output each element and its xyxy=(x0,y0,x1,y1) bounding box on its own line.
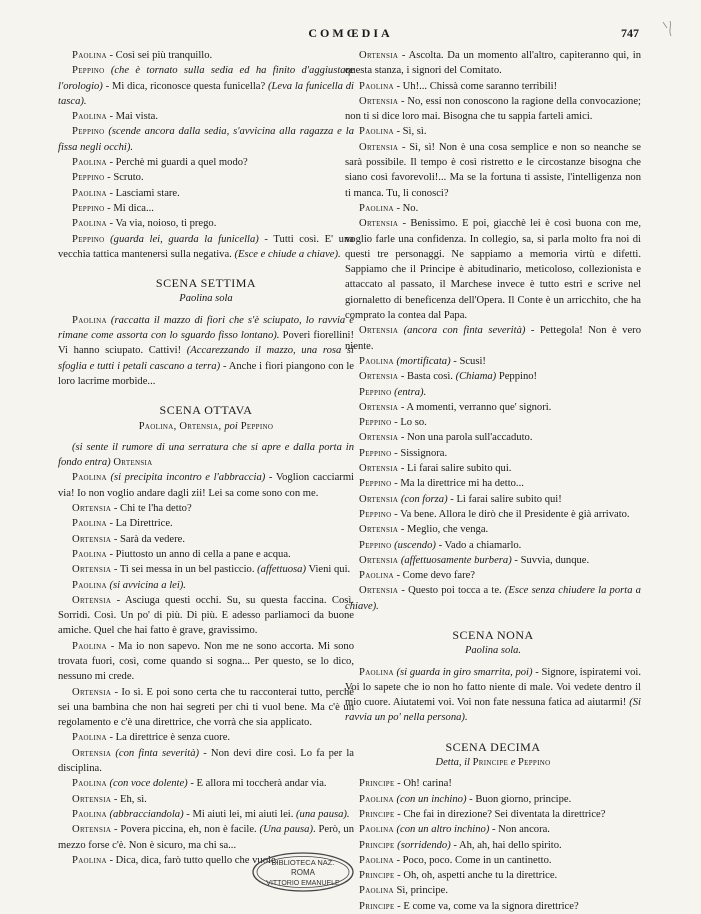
dialogue-line xyxy=(345,807,641,822)
dialogue-line xyxy=(345,94,641,125)
dialogue-text: - Lo so. xyxy=(391,417,427,429)
scene-title: SCENA NONA xyxy=(452,627,534,642)
speaker-name: Paolina xyxy=(72,472,107,484)
dialogue-line xyxy=(58,201,354,216)
speaker-name: Peppino xyxy=(359,447,392,459)
dialogue-line xyxy=(58,155,354,170)
dialogue-text: - Anche i fiori piangono con le loro lacrime morbide... xyxy=(58,360,355,387)
dialogue-line xyxy=(345,665,641,726)
dialogue-text: - Uh!... Chissà come saranno terribili! xyxy=(393,80,558,92)
dialogue-line xyxy=(58,109,354,124)
dialogue-text: - Piuttosto un anno di cella a pane e acqua. xyxy=(106,548,291,560)
speaker-name: Ortensia xyxy=(359,50,399,61)
dialogue-text: - Questo poi tocca a te. xyxy=(398,585,505,597)
speaker-name: Paolina xyxy=(72,50,107,61)
dialogue-text: - No. xyxy=(393,202,419,214)
dialogue-line xyxy=(345,899,641,914)
speaker-name: Paolina xyxy=(359,355,394,367)
speaker-name: Ortensia xyxy=(72,793,112,805)
dialogue-text: - Sissignora. xyxy=(391,447,448,459)
speaker-name: Paolina xyxy=(72,579,107,591)
speaker-name: Paolina xyxy=(72,518,107,530)
speaker-name: Principe xyxy=(359,839,395,851)
dialogue-text: - Sarà da vedere. xyxy=(111,533,186,545)
stage-direction: (affettuosamente burbera) xyxy=(398,554,512,566)
stage-direction: (guarda lei, guarda la funicella) xyxy=(104,233,259,245)
dialogue-text: - Voglion cacciarmi via! Io non voglio andare dagli zii! Lei sa come sono con me. xyxy=(58,472,354,499)
dialogue-text: - Signore, ispiratemi voi. Voi lo sapete che io non ho fatto niente di male. Voi vedete dentro il mio cuore. Aiutatemi voi. Voi non fate nessuna fatica ad aiutarmi! xyxy=(345,666,641,709)
stage-direction: (mortificata) xyxy=(393,355,451,367)
speaker-name: Ortensia xyxy=(359,463,399,475)
dialogue-line xyxy=(345,48,641,79)
dialogue-text: - Sì, sì. xyxy=(393,126,427,138)
stage-direction: (sorridendo) xyxy=(394,839,451,851)
speaker-name: Peppino xyxy=(72,126,105,138)
speaker-name: Peppino xyxy=(72,172,105,184)
stage-direction: (Chiama) xyxy=(455,371,497,383)
speaker-name: Ortensia xyxy=(359,371,399,383)
dialogue-line xyxy=(345,507,641,522)
dialogue-line xyxy=(345,369,641,384)
dialogue-line xyxy=(58,216,354,231)
scene-title: SCENA OTTAVA xyxy=(159,403,253,418)
speaker-name: Paolina xyxy=(359,570,394,582)
dialogue-line xyxy=(345,476,641,491)
dialogue-line xyxy=(58,792,354,807)
dialogue-line xyxy=(345,883,641,898)
dialogue-line xyxy=(58,440,354,471)
speaker-name: Ortensia xyxy=(72,533,112,545)
stage-direction: (si sente il rumore di una serratura che si apre e dalla porta in fondo entra) xyxy=(58,441,354,469)
speaker-name: Paolina xyxy=(359,793,394,805)
dialogue-line xyxy=(345,492,641,507)
dialogue-text: - Va bene. Allora le dirò che il Presidente è già arrivato. xyxy=(391,508,630,520)
stage-direction: (raccatta il mazzo di fiori che s'è sciupato, lo ravvia e rimane come assorta con lo sguardo fisso lontano). xyxy=(58,314,354,342)
speaker-name: Ortensia xyxy=(359,554,399,566)
dialogue-text: - Scruto. xyxy=(104,172,144,184)
cast-part: Detta, il xyxy=(435,757,473,769)
dialogue-text: - Così sei più tranquillo. xyxy=(106,50,213,61)
stage-direction: (abbracciandola) xyxy=(106,808,184,820)
dialogue-text: - Io sì. E poi sono certa che tu racconterai tutto, perchè sei una bambina che non hai segreti per chi ti vuol bene. Ma c'è un regolamento e c'è una direttrice, che vorrà che sia applicato. xyxy=(58,686,354,729)
dialogue-text: Poveri fiorellini! Vi hanno sciupato. Cattivi! xyxy=(58,330,355,357)
dialogue-line xyxy=(58,547,354,562)
library-stamp-seal xyxy=(248,850,358,894)
cast-part: poi xyxy=(224,420,238,432)
dialogue-line xyxy=(58,186,354,201)
stage-direction: (Si ravvia un po' nella persona). xyxy=(345,697,641,724)
stage-direction: (si guarda in giro smarrita, poi) xyxy=(393,666,533,678)
dialogue-line xyxy=(345,822,641,837)
dialogue-line xyxy=(345,385,641,400)
dialogue-line xyxy=(345,868,641,883)
speaker-name: Peppino xyxy=(72,65,105,77)
dialogue-text: - Suvvia, dunque. xyxy=(511,554,590,566)
dialogue-text: - Mi dica... xyxy=(104,202,154,214)
speaker-name: Peppino xyxy=(359,417,392,429)
speaker-name: Ortensia xyxy=(359,218,399,230)
dialogue-text: - Come devo fare? xyxy=(393,570,476,582)
dialogue-line xyxy=(345,79,641,94)
speaker-name: Ortensia xyxy=(72,594,112,606)
stage-direction: (affettuosa) xyxy=(257,564,306,576)
dialogue-line xyxy=(58,746,354,777)
speaker-name: Ortensia xyxy=(359,493,399,505)
speaker-name: Paolina xyxy=(72,187,107,199)
dialogue-text: - Ma io non sapevo. Non me ne sono accorta. Mi sono trovata fuori, così, come quando si sogna... Per questo, se lo dico, nessuno mi crede. xyxy=(58,640,354,683)
dialogue-line xyxy=(345,140,641,201)
stage-direction: (Una pausa) xyxy=(259,824,314,836)
speaker-name: Ortensia xyxy=(72,564,112,576)
dialogue-text: - Poco, poco. Come in un cantinetto. xyxy=(393,854,552,866)
stage-direction: (con un inchino) xyxy=(393,793,467,805)
dialogue-line xyxy=(345,323,641,354)
speaker-name: Paolina xyxy=(72,808,107,820)
stage-direction: (si avvicina a lei). xyxy=(106,579,186,591)
dialogue-text: - Sì, sì! Non è una cosa semplice e non so neanche se sarà possibile. Il tempo è così ristretto e le circostanze bisogna che siano così favorevoli!... Ma se la fortuna ti assiste, l'intelligenza non ti manca. Tu, li conosci? xyxy=(345,141,641,199)
dialogue-line xyxy=(345,838,641,853)
dialogue-line xyxy=(58,516,354,531)
dialogue-text: - No, essi non conoscono la ragione della convocazione; non ti si dice loro mai. Bisogna che tu sappia farteli amici. xyxy=(345,95,641,123)
stage-direction: (con voce dolente) xyxy=(106,778,188,790)
speaker-name: Ortensia xyxy=(72,686,112,698)
dialogue-line xyxy=(58,63,354,109)
dialogue-text: - Buon giorno, principe. xyxy=(466,793,572,805)
stamp-line-3: VITTORIO EMANUELE xyxy=(266,880,340,887)
speaker-name: Paolina xyxy=(72,732,107,744)
dialogue-text: - La Direttrice. xyxy=(106,518,173,530)
dialogue-line xyxy=(58,470,354,501)
speaker-name: Principe xyxy=(359,900,395,912)
cast-part: Principe xyxy=(472,757,509,769)
dialogue-text: - E come va, come va la signora direttrice? xyxy=(394,900,579,912)
dialogue-line xyxy=(345,415,641,430)
dialogue-line xyxy=(58,562,354,577)
dialogue-line xyxy=(58,578,354,593)
dialogue-line xyxy=(58,532,354,547)
stage-direction: (Esce e chiude a chiave). xyxy=(234,248,341,260)
stage-direction: (entra). xyxy=(391,386,427,398)
speaker-name: Ortensia xyxy=(359,325,399,337)
dialogue-text: - Ti sei messa in un bel pasticcio. xyxy=(111,564,258,576)
speaker-name: Paolina xyxy=(359,854,394,866)
speaker-name: Paolina xyxy=(72,778,107,790)
dialogue-text: - Povera piccina, eh, non è facile. xyxy=(111,824,260,836)
speaker-name: Peppino xyxy=(359,508,392,520)
cast-part: e xyxy=(508,757,518,769)
dialogue-line xyxy=(58,639,354,685)
dialogue-text: - Meglio, che venga. xyxy=(398,524,489,536)
scene-cast xyxy=(58,419,354,434)
speaker-name: Paolina xyxy=(72,218,107,230)
speaker-name: Paolina xyxy=(72,640,107,652)
speaker-name: Ortensia xyxy=(359,141,399,153)
speaker-name: Ortensia xyxy=(359,95,399,107)
dialogue-line xyxy=(58,593,354,639)
speaker-name: Paolina xyxy=(359,202,394,214)
stage-direction: (con finta severità) xyxy=(111,747,200,759)
speaker-name: Ortensia xyxy=(72,503,112,515)
speaker-name: Ortensia xyxy=(359,524,399,536)
left-column xyxy=(58,48,354,868)
dialogue-line xyxy=(58,170,354,185)
dialogue-text: - Pettegola! Non è vero niente. xyxy=(345,325,641,352)
stage-direction: (Accarezzando il mazzo, una rosa si sfoglia e tutti i petali cascano a terra) xyxy=(58,345,354,372)
cast-part: Paolina sola. xyxy=(464,645,521,657)
dialogue-text: - Chi te l'ha detto? xyxy=(111,503,192,515)
dialogue-text: - Non una parola sull'accaduto. xyxy=(398,432,533,444)
dialogue-text: - Perchè mi guardi a quel modo? xyxy=(106,157,248,169)
dialogue-text: Sì, principe. xyxy=(393,885,448,897)
pencil-mark-icon xyxy=(658,18,680,44)
speaker-name: Ortensia xyxy=(113,457,153,469)
dialogue-line xyxy=(345,776,641,791)
library-stamp xyxy=(248,850,358,894)
dialogue-text: - Tutti così. E' una vecchia tattica mantenersi sulla negativa. xyxy=(58,233,354,260)
speaker-name: Paolina xyxy=(359,80,394,92)
speaker-name: Paolina xyxy=(359,824,394,836)
speaker-name: Principe xyxy=(359,870,395,882)
dialogue-line xyxy=(58,776,354,791)
dialogue-text: - Ah, ah, hai dello spirito. xyxy=(450,839,562,851)
cast-part: Paolina sola xyxy=(179,293,233,305)
dialogue-line xyxy=(58,685,354,731)
dialogue-text: - Basta così. xyxy=(398,371,456,383)
dialogue-text: - Va via, noioso, ti prego. xyxy=(106,218,217,230)
dialogue-text: - Non ancora. xyxy=(489,824,550,836)
speaker-name: Ortensia xyxy=(359,432,399,444)
stamp-line-2: ROMA xyxy=(291,868,315,877)
stage-direction: (si precipita incontro e l'abbraccia) xyxy=(106,472,266,484)
speaker-name: Principe xyxy=(359,778,395,790)
dialogue-text: Vieni qui. xyxy=(305,564,351,576)
speaker-name: Paolina xyxy=(72,548,107,560)
speaker-name: Paolina xyxy=(72,157,107,169)
stage-direction: (Leva la funicella di tasca). xyxy=(58,80,354,107)
dialogue-line xyxy=(345,853,641,868)
stage-direction: (ancora con finta severità) xyxy=(398,325,526,337)
dialogue-text: - Mi dica, riconosce questa funicella? xyxy=(102,80,268,92)
dialogue-line xyxy=(345,430,641,445)
dialogue-text: - Mi aiuti lei, mi aiuti lei. xyxy=(183,808,297,820)
dialogue-text: - Dica, dica, farò tutto quello che vuole. xyxy=(106,854,279,866)
dialogue-line xyxy=(345,522,641,537)
speaker-name: Ortensia xyxy=(359,585,399,597)
dialogue-line xyxy=(58,232,354,263)
dialogue-text: - Ma la direttrice mi ha detto... xyxy=(391,478,524,490)
dialogue-text: - Non devi dire così. Lo fa per la disciplina. xyxy=(58,747,354,775)
speaker-name: Peppino xyxy=(359,386,392,398)
dialogue-text: - Ascolta. Da un momento all'altro, capiteranno qui, in questa stanza, i signori del Comitato. xyxy=(345,50,641,77)
dialogue-text: - Eh, sì. xyxy=(111,793,147,805)
page-header xyxy=(0,26,701,44)
dialogue-text: - Benissimo. E poi, giacchè lei è così buona con me, voglio farle una confidenza. In collegio, sa, si parla molto fra noi di questi tre personaggi. Ne sappiamo a memoria virtù e difetti. Sappiamo che il Principe è abitudinario, meticoloso, collezionista e attaccato al passato, il Marchese invece è tutto estri e scrive nel giornaletto di beneficenza dell'Opera. Il Conte è un arricchito, che ha comprato la contea dal Papa. xyxy=(345,218,641,322)
dialogue-text: . Però, un mezzo forse c'è. Non è sicuro, ma chi sa... xyxy=(58,824,355,851)
dialogue-line xyxy=(58,48,354,63)
dialogue-line xyxy=(345,583,641,614)
dialogue-line xyxy=(58,822,354,853)
dialogue-line xyxy=(58,501,354,516)
stage-direction: (una pausa). xyxy=(296,808,350,820)
cast-part: Peppino xyxy=(237,420,274,432)
speaker-name: Peppino xyxy=(72,233,105,245)
dialogue-text: - Vado a chiamarlo. xyxy=(435,539,522,551)
scene-cast xyxy=(345,755,641,770)
speaker-name: Peppino xyxy=(359,478,392,490)
stamp-line-1: BIBLIOTECA NAZ. xyxy=(271,858,335,867)
speaker-name: Paolina xyxy=(72,854,107,866)
scene-title: SCENA SETTIMA xyxy=(155,276,257,291)
dialogue-text: - Lasciami stare. xyxy=(106,187,180,199)
speaker-name: Paolina xyxy=(359,666,394,678)
dialogue-line xyxy=(345,568,641,583)
dialogue-line xyxy=(345,354,641,369)
speaker-name: Paolina xyxy=(72,314,107,326)
dialogue-line xyxy=(345,400,641,415)
dialogue-text: - Che fai in direzione? Sei diventata la direttrice? xyxy=(394,808,606,820)
running-title: COMŒDIA xyxy=(308,26,393,40)
dialogue-text: - Mai vista. xyxy=(106,111,159,123)
dialogue-text: - Scusi! xyxy=(450,355,486,367)
stage-direction: (scende ancora dalla sedia, s'avvicina alla ragazza e la fissa negli occhi). xyxy=(58,126,354,153)
scene-title: SCENA DECIMA xyxy=(445,739,541,754)
dialogue-line xyxy=(58,730,354,745)
dialogue-text: Peppino! xyxy=(496,371,538,383)
speaker-name: Peppino xyxy=(72,202,105,214)
cast-part: Peppino xyxy=(517,757,551,769)
stage-direction: (con un altro inchino) xyxy=(393,824,490,836)
scene-cast xyxy=(345,643,641,658)
speaker-name: Paolina xyxy=(359,126,394,138)
page-number: 747 xyxy=(621,26,639,40)
speaker-name: Ortensia xyxy=(72,747,112,759)
right-column xyxy=(345,48,641,914)
speaker-name: Peppino xyxy=(359,539,392,551)
dialogue-line xyxy=(345,461,641,476)
dialogue-line xyxy=(345,201,641,216)
dialogue-text: - E allora mi toccherà andar via. xyxy=(187,778,327,790)
cast-part: Paolina, Ortensia, xyxy=(138,420,225,432)
speaker-name: Ortensia xyxy=(359,401,399,413)
dialogue-line xyxy=(345,792,641,807)
dialogue-text: - La direttrice è senza cuore. xyxy=(106,732,231,744)
dialogue-line xyxy=(58,124,354,155)
speaker-name: Principe xyxy=(359,808,395,820)
stage-direction: (con forza) xyxy=(398,493,448,505)
dialogue-line xyxy=(345,446,641,461)
dialogue-line xyxy=(345,538,641,553)
stage-direction: (Esce senza chiudere la porta a chiave). xyxy=(345,585,641,612)
dialogue-text: - A momenti, verranno que' signori. xyxy=(398,401,552,413)
dialogue-text: - Li farai salire subito qui! xyxy=(447,493,562,505)
dialogue-line xyxy=(345,216,641,323)
speaker-name: Paolina xyxy=(359,885,394,897)
dialogue-line xyxy=(345,553,641,568)
dialogue-text: - Li farai salire subito qui. xyxy=(398,463,512,475)
dialogue-text: - Oh! carina! xyxy=(394,778,452,790)
dialogue-text: - Oh, oh, aspetti anche tu la direttrice. xyxy=(394,870,558,882)
dialogue-line xyxy=(58,313,354,389)
stage-direction: (che è tornato sulla sedia ed ha finito d'aggiustare l'orologio) xyxy=(58,65,354,92)
dialogue-text: - Asciuga questi occhi. Su, su questa faccina. Così. Sorridi. Così. Un po' di più. Di più. E adesso parliamoci da buone amiche. Quel che hai fatto è grave, gravissimo. xyxy=(58,594,354,637)
dialogue-line xyxy=(345,124,641,139)
dialogue-line xyxy=(58,807,354,822)
stage-direction: (uscendo) xyxy=(391,539,436,551)
speaker-name: Paolina xyxy=(72,111,107,123)
speaker-name: Ortensia xyxy=(72,824,112,836)
scene-cast xyxy=(58,291,354,306)
